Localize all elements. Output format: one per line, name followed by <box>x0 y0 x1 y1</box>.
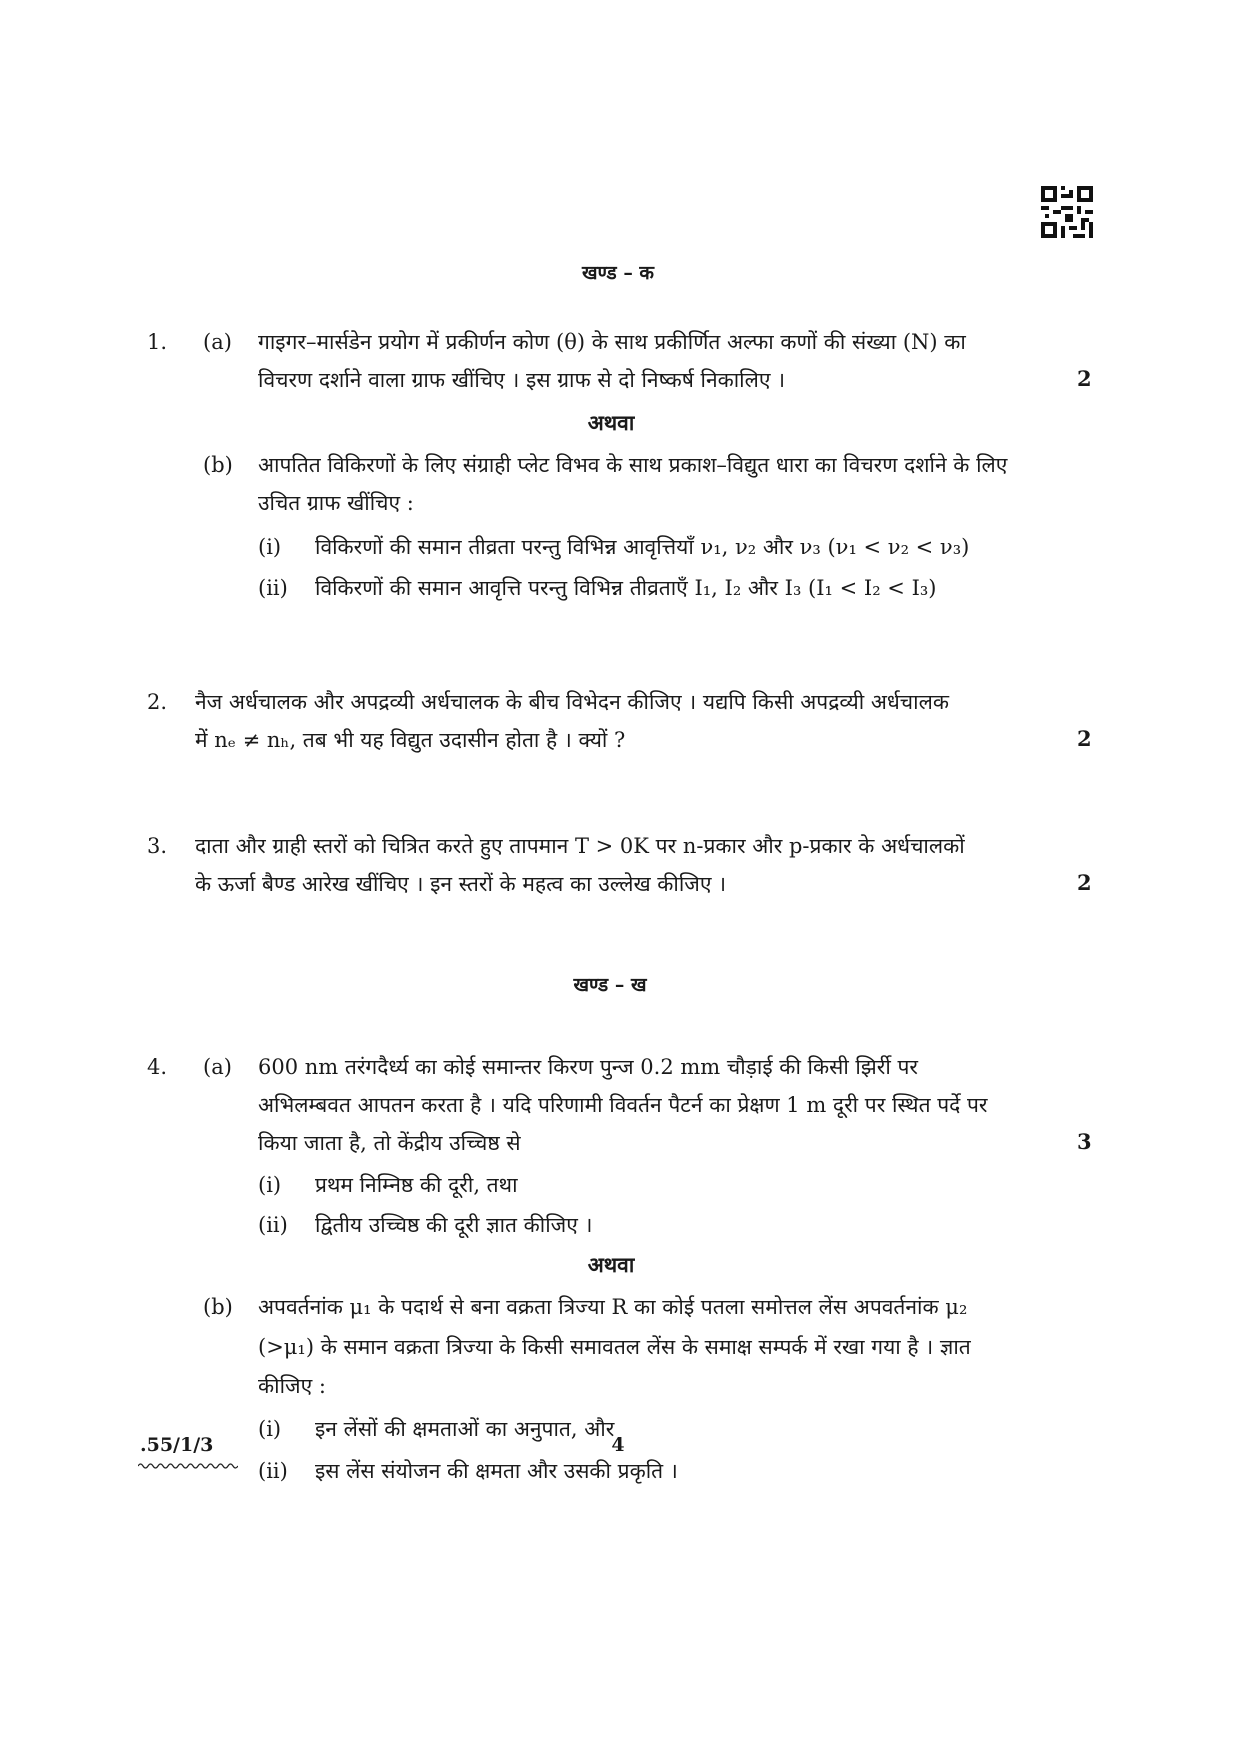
question-1-or-label: अथवा <box>587 410 635 435</box>
squiggle-underline <box>138 1462 238 1470</box>
question-1b-ii-text: विकिरणों की समान आवृत्ति परन्तु विभिन्न तीव्रताएँ I₁, I₂ और I₃ (I₁ < I₂ < I₃) <box>315 576 937 600</box>
question-4a-text-line1: 600 nm तरंगदैर्ध्य का कोई समान्तर किरण पुन्ज 0.2 mm चौड़ाई की किसी झिर्री पर <box>258 1055 918 1079</box>
question-4-number: 4. <box>147 1055 168 1079</box>
question-2-number: 2. <box>147 690 168 714</box>
question-3-marks: 2 <box>1077 870 1092 895</box>
question-3-text-line1: दाता और ग्राही स्तरों को चित्रित करते हुए तापमान T > 0K पर n-प्रकार और p-प्रकार के अर्धचालकों <box>195 834 965 858</box>
question-4b-text-line1: अपवर्तनांक μ₁ के पदार्थ से बना वक्रता त्रिज्या R का कोई पतला समोत्तल लेंस अपवर्तनांक μ₂ <box>258 1295 968 1319</box>
question-1a-text-line2: विचरण दर्शाने वाला ग्राफ खींचिए । इस ग्राफ से दो निष्कर्ष निकालिए । <box>258 368 786 392</box>
question-1b-text-line1: आपतित विकिरणों के लिए संग्राही प्लेट विभव के साथ प्रकाश–विद्युत धारा का विचरण दर्शाने के लिए <box>258 453 1008 477</box>
question-1a-label: (a) <box>203 330 232 354</box>
question-2-text-line2: में nₑ ≠ nₕ, तब भी यह विद्युत उदासीन होता है । क्यों ? <box>195 728 626 752</box>
question-4a-i-text: प्रथम निम्निष्ठ की दूरी, तथा <box>315 1173 518 1197</box>
question-4b-label: (b) <box>203 1295 233 1319</box>
question-4b-ii-text: इस लेंस संयोजन की क्षमता और उसकी प्रकृति । <box>315 1459 678 1483</box>
page-number: 4 <box>611 1434 625 1456</box>
question-1b-i-label: (i) <box>258 535 282 559</box>
question-4a-ii-label: (ii) <box>258 1213 288 1237</box>
question-4b-text-line3: कीजिए : <box>258 1374 326 1398</box>
question-1-marks: 2 <box>1077 366 1092 391</box>
question-4a-ii-text: द्वितीय उच्चिष्ठ की दूरी ज्ञात कीजिए । <box>315 1213 593 1237</box>
question-4b-i-label: (i) <box>258 1417 282 1441</box>
question-4b-i-text: इन लेंसों की क्षमताओं का अनुपात, और <box>315 1417 615 1441</box>
question-4b-text-line2: (>μ₁) के समान वक्रता त्रिज्या के किसी समावतल लेंस के समाक्ष सम्पर्क में रखा गया है । ज्ञात <box>258 1335 971 1359</box>
question-2-text-line1: नैज अर्धचालक और अपद्रव्यी अर्धचालक के बीच विभेदन कीजिए । यद्यपि किसी अपद्रव्यी अर्धचालक <box>195 690 949 714</box>
question-3-number: 3. <box>147 834 168 858</box>
question-1b-label: (b) <box>203 453 233 477</box>
question-1a-text-line1: गाइगर–मार्सडेन प्रयोग में प्रकीर्णन कोण (θ) के साथ प्रकीर्णित अल्फा कणों की संख्या (N) का <box>258 330 966 354</box>
question-4a-text-line2: अभिलम्बवत आपतन करता है । यदि परिणामी विवर्तन पैटर्न का प्रेक्षण 1 m दूरी पर स्थित पर्दे पर <box>258 1093 988 1117</box>
question-1-number: 1. <box>147 330 168 354</box>
question-4-marks: 3 <box>1077 1129 1092 1154</box>
question-1b-text-line2: उचित ग्राफ खींचिए : <box>258 491 414 515</box>
section-a-heading: खण्ड – क <box>581 262 655 284</box>
question-4a-label: (a) <box>203 1055 232 1079</box>
section-b-heading: खण्ड – ख <box>573 974 647 996</box>
question-4a-i-label: (i) <box>258 1173 282 1197</box>
question-1b-i-text: विकिरणों की समान तीव्रता परन्तु विभिन्न आवृत्तियाँ ν₁, ν₂ और ν₃ (ν₁ < ν₂ < ν₃) <box>315 535 970 559</box>
question-3-text-line2: के ऊर्जा बैण्ड आरेख खींचिए । इन स्तरों के महत्व का उल्लेख कीजिए । <box>195 872 727 896</box>
question-1b-ii-label: (ii) <box>258 576 288 600</box>
question-4b-ii-label: (ii) <box>258 1459 288 1483</box>
question-4a-text-line3: किया जाता है, तो केंद्रीय उच्चिष्ठ से <box>258 1131 521 1155</box>
qr-code-icon <box>1041 186 1093 238</box>
question-4-or-label: अथवा <box>587 1252 635 1277</box>
paper-code: .55/1/3 <box>140 1434 214 1456</box>
question-2-marks: 2 <box>1077 726 1092 751</box>
